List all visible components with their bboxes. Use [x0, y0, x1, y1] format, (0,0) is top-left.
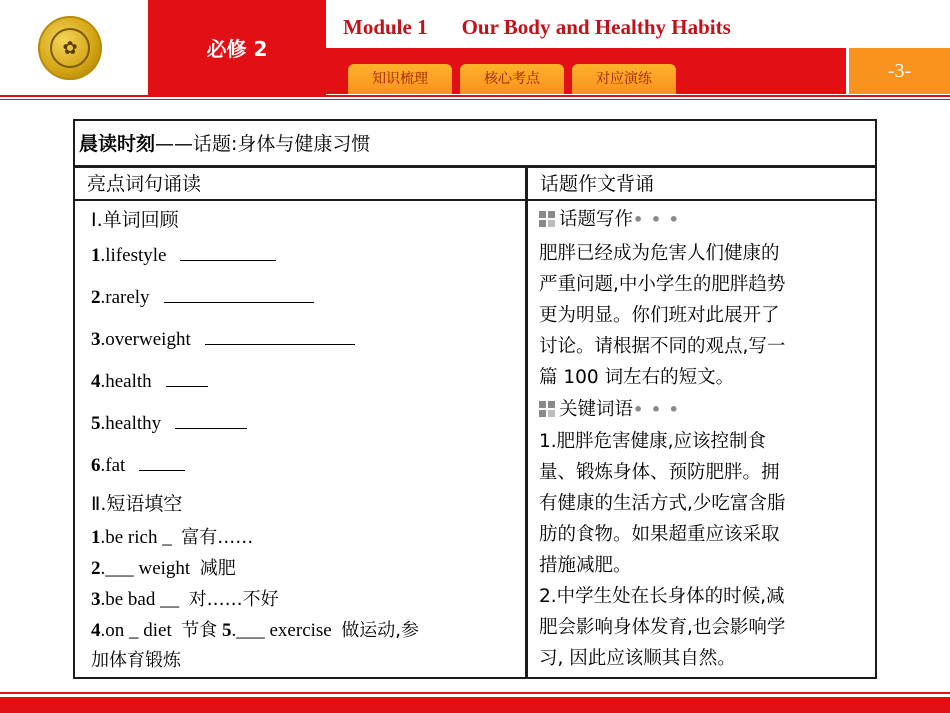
writing-line: 篇 100 词左右的短文。: [539, 367, 735, 388]
section-marker-icon: [539, 401, 555, 417]
ellipsis-dots-icon: • • •: [633, 210, 680, 229]
page-number: -3-: [849, 48, 950, 94]
section-word-review: Ⅰ.单词回顾: [91, 209, 179, 231]
logo-area: [0, 0, 148, 97]
right-column-header: 话题作文背诵: [528, 168, 875, 201]
keyword-line: 肥会影响身体发育,也会影响学: [539, 617, 786, 638]
phrase-item: 2.___ weight 减肥: [91, 558, 236, 579]
keyword-line: 习, 因此应该顺其自然。: [539, 648, 736, 669]
answer-blank[interactable]: [205, 343, 355, 345]
word-item: 3.overweight: [91, 329, 355, 351]
word-item: 6.fat: [91, 455, 185, 477]
section-marker-icon: [539, 211, 555, 227]
school-logo-icon: ✿: [38, 16, 102, 80]
footer-divider: [0, 692, 950, 694]
keyword-line: 有健康的生活方式,少吃富含脂: [539, 493, 786, 514]
tab-core-points[interactable]: 核心考点: [460, 64, 564, 94]
section-phrase-fill: Ⅱ.短语填空: [91, 493, 183, 515]
tab-knowledge[interactable]: 知识梳理: [348, 64, 452, 94]
header-divider-thin: [0, 99, 950, 100]
table-title: [75, 121, 875, 168]
phrase-item: 4.on _ diet 节食 5.___ exercise 做运动,参: [91, 620, 419, 641]
keyword-line: 肪的食物。如果超重应该采取: [539, 524, 780, 545]
answer-blank[interactable]: [139, 469, 185, 471]
header: [0, 0, 950, 100]
keyword-line: 2.中学生处在长身体的时候,减: [539, 586, 785, 607]
answer-blank[interactable]: [180, 259, 276, 261]
subject-block: [148, 0, 326, 97]
keyword-line: 措施减肥。: [539, 555, 632, 576]
footer-bar: [0, 697, 950, 713]
header-divider: [0, 95, 950, 97]
ellipsis-dots-icon: • • •: [633, 400, 680, 419]
tab-bar: [326, 48, 846, 94]
answer-blank[interactable]: [175, 427, 247, 429]
keywords-heading: 关键词语• • •: [539, 395, 680, 421]
word-item: 5.healthy: [91, 413, 247, 435]
phrase-item: 1.be rich _ 富有……: [91, 527, 254, 548]
writing-line: 更为明显。你们班对此展开了: [539, 305, 780, 326]
column-divider: [525, 168, 528, 677]
phrase-item-continued: 加体育锻炼: [91, 650, 181, 671]
word-item: 2.rarely: [91, 287, 314, 309]
word-item: 4.health: [91, 371, 208, 393]
writing-line: 严重问题,中小学生的肥胖趋势: [539, 274, 786, 295]
keyword-line: 1.肥胖危害健康,应该控制食: [539, 431, 767, 452]
writing-heading: 话题写作• • •: [539, 205, 680, 231]
tab-practice[interactable]: 对应演练: [572, 64, 676, 94]
writing-line: 讨论。请根据不同的观点,写一: [539, 336, 786, 357]
answer-blank[interactable]: [166, 385, 208, 387]
left-column-header: 亮点词句诵读: [75, 168, 525, 201]
table-title-bold: 晨读时刻: [79, 133, 156, 155]
phrase-item: 3.be bad __ 对……不好: [91, 589, 279, 610]
module-title: [343, 15, 731, 40]
answer-blank[interactable]: [164, 301, 314, 303]
writing-line: 肥胖已经成为危害人们健康的: [539, 243, 780, 264]
table-title-rest: ——话题:身体与健康习惯: [155, 133, 371, 155]
word-item: 1.lifestyle: [91, 245, 276, 267]
module-number: Module 1: [343, 15, 428, 39]
keyword-line: 量、锻炼身体、预防肥胖。拥: [539, 462, 780, 483]
content-table: [73, 119, 877, 679]
module-subtitle: Our Body and Healthy Habits: [461, 15, 731, 39]
subject-label: 必修 2: [206, 37, 268, 61]
